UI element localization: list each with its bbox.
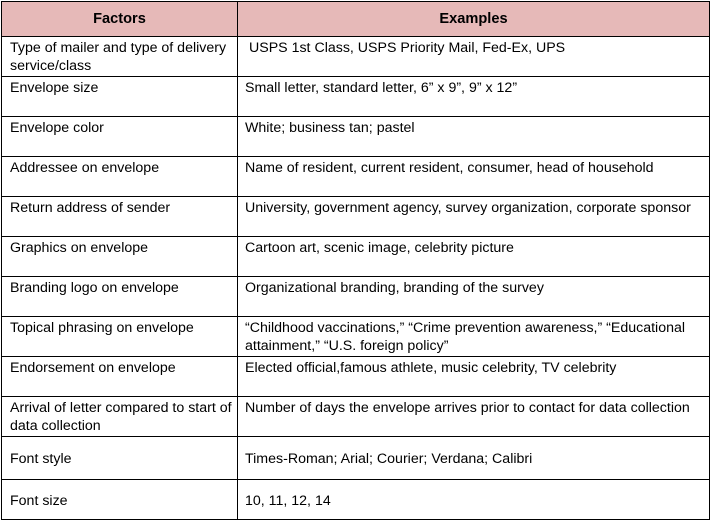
factors-examples-table bbox=[1, 1, 710, 520]
table-row bbox=[2, 117, 710, 157]
example-cell: Number of days the envelope arrives prior to contact for data collection bbox=[238, 397, 710, 437]
example-cell: Elected official,famous athlete, music celebrity, TV celebrity bbox=[238, 357, 710, 397]
factor-cell: Arrival of letter compared to start of data collection bbox=[2, 397, 238, 437]
header-examples: Examples bbox=[238, 2, 710, 37]
example-cell: Name of resident, current resident, consumer, head of household bbox=[238, 157, 710, 197]
table-header bbox=[2, 2, 710, 37]
table-body bbox=[2, 37, 710, 520]
table-row bbox=[2, 480, 710, 520]
table-row bbox=[2, 77, 710, 117]
example-cell: Times-Roman; Arial; Courier; Verdana; Calibri bbox=[238, 437, 710, 480]
example-cell: USPS 1st Class, USPS Priority Mail, Fed-Ex, UPS bbox=[238, 37, 710, 77]
factor-cell: Addressee on envelope bbox=[2, 157, 238, 197]
factor-cell: Font size bbox=[2, 480, 238, 520]
table-row bbox=[2, 197, 710, 237]
table-row bbox=[2, 317, 710, 357]
factor-cell: Graphics on envelope bbox=[2, 237, 238, 277]
table-row bbox=[2, 277, 710, 317]
example-cell: White; business tan; pastel bbox=[238, 117, 710, 157]
table-row bbox=[2, 157, 710, 197]
header-row bbox=[2, 2, 710, 37]
example-cell: Cartoon art, scenic image, celebrity picture bbox=[238, 237, 710, 277]
factor-cell: Return address of sender bbox=[2, 197, 238, 237]
factor-cell: Endorsement on envelope bbox=[2, 357, 238, 397]
table-row bbox=[2, 397, 710, 437]
factor-cell: Envelope size bbox=[2, 77, 238, 117]
factor-cell: Branding logo on envelope bbox=[2, 277, 238, 317]
example-cell: “Childhood vaccinations,” “Crime prevention awareness,” “Educational attainment,” “U.S. foreign policy” bbox=[238, 317, 710, 357]
table-row bbox=[2, 357, 710, 397]
example-cell: 10, 11, 12, 14 bbox=[238, 480, 710, 520]
table-row bbox=[2, 37, 710, 77]
table-row bbox=[2, 237, 710, 277]
factor-cell: Font style bbox=[2, 437, 238, 480]
factor-cell: Type of mailer and type of delivery service/class bbox=[2, 37, 238, 77]
factor-cell: Envelope color bbox=[2, 117, 238, 157]
table-row bbox=[2, 437, 710, 480]
example-cell: Organizational branding, branding of the survey bbox=[238, 277, 710, 317]
example-cell: Small letter, standard letter, 6” x 9”, 9” x 12” bbox=[238, 77, 710, 117]
header-factors: Factors bbox=[2, 2, 238, 37]
factor-cell: Topical phrasing on envelope bbox=[2, 317, 238, 357]
example-cell: University, government agency, survey organization, corporate sponsor bbox=[238, 197, 710, 237]
